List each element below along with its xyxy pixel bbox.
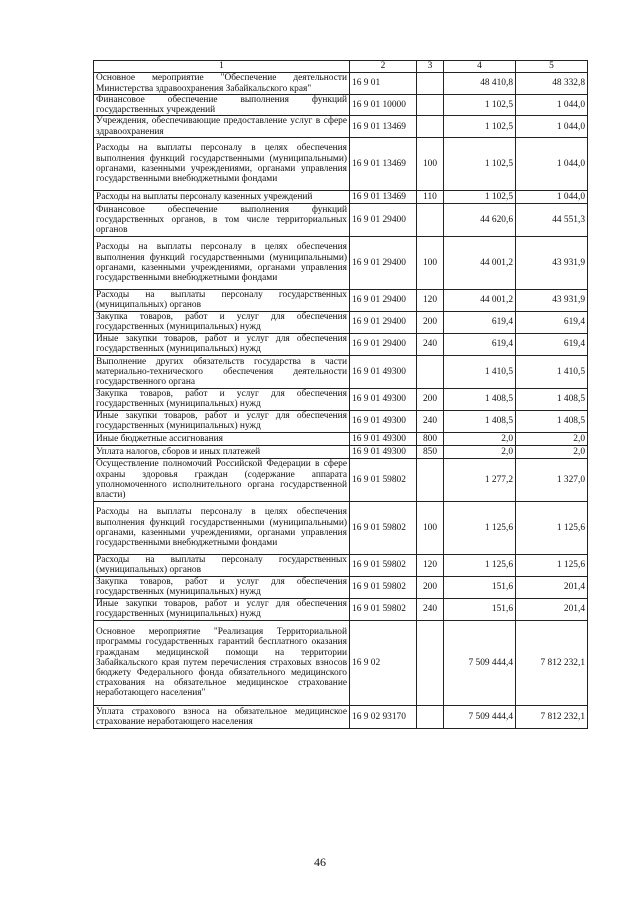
row-name: Учреждения, обеспечивающие предоставление услуг в сфере здравоохранения — [94, 116, 350, 137]
row-expense-type: 800 — [417, 432, 444, 445]
row-code: 16 9 01 49300 — [350, 445, 417, 458]
table-row — [94, 620, 588, 705]
header-col-5: 5 — [516, 61, 588, 73]
table-row — [94, 410, 588, 432]
row-name: Выполнение других обязательств государства в части материально-технического обеспечения деятельности государственного органа — [94, 355, 350, 388]
row-value-col4: 1 277,2 — [444, 458, 516, 501]
row-expense-type: 240 — [417, 333, 444, 355]
row-name: Основное мероприятие "Реализация Территориальной программы государственных гарантий бесплатного оказания гражданам медицинской помощи на территории Забайкальского края путем перечисления страховых взносов бюджету Федерального фонда обязательного медицинского страхования на обязательное медицинское страхование неработающего населения" — [94, 620, 350, 705]
row-code: 16 9 01 49300 — [350, 388, 417, 410]
table-row — [94, 458, 588, 501]
row-code: 16 9 01 13469 — [350, 137, 417, 190]
row-code: 16 9 01 59802 — [350, 576, 417, 598]
row-code: 16 9 01 10000 — [350, 95, 417, 116]
row-value-col5: 1 410,5 — [516, 355, 588, 388]
row-value-col4: 151,6 — [444, 576, 516, 598]
row-name: Иные закупки товаров, работ и услуг для обеспечения государственных (муниципальных) нужд — [94, 333, 350, 355]
row-expense-type: 100 — [417, 236, 444, 289]
row-name: Финансовое обеспечение выполнения функций государственных органов, в том числе территориальных органов — [94, 203, 350, 236]
row-expense-type — [417, 458, 444, 501]
row-value-col5: 201,4 — [516, 576, 588, 598]
row-code: 16 9 02 93170 — [350, 705, 417, 728]
row-value-col4: 1 102,5 — [444, 116, 516, 137]
row-value-col4: 2,0 — [444, 432, 516, 445]
row-expense-type — [417, 620, 444, 705]
row-expense-type: 850 — [417, 445, 444, 458]
row-name: Расходы на выплаты персоналу государственных (муниципальных) органов — [94, 289, 350, 311]
table-row — [94, 355, 588, 388]
table-row — [94, 190, 588, 203]
row-expense-type — [417, 355, 444, 388]
row-code: 16 9 02 — [350, 620, 417, 705]
row-expense-type: 100 — [417, 501, 444, 554]
row-value-col5: 2,0 — [516, 432, 588, 445]
row-name: Расходы на выплаты персоналу в целях обеспечения выполнения функций государственными (муниципальными) органами, казенными учреждениями, органами управления государственными внебюджетными фондами — [94, 501, 350, 554]
table-row — [94, 501, 588, 554]
table-row — [94, 73, 588, 95]
row-value-col5: 43 931,9 — [516, 289, 588, 311]
row-value-col4: 151,6 — [444, 598, 516, 620]
row-value-col4: 619,4 — [444, 311, 516, 333]
table-row — [94, 137, 588, 190]
row-expense-type: 200 — [417, 311, 444, 333]
table-row — [94, 705, 588, 728]
row-name: Иные закупки товаров, работ и услуг для обеспечения государственных (муниципальных) нужд — [94, 410, 350, 432]
row-code: 16 9 01 29400 — [350, 236, 417, 289]
row-code: 16 9 01 59802 — [350, 554, 417, 576]
table-body — [94, 73, 588, 729]
page-number: 46 — [314, 855, 326, 869]
row-expense-type: 100 — [417, 137, 444, 190]
row-code: 16 9 01 13469 — [350, 190, 417, 203]
row-value-col4: 619,4 — [444, 333, 516, 355]
header-col-3: 3 — [417, 61, 444, 73]
row-value-col5: 1 044,0 — [516, 116, 588, 137]
row-name: Уплата налогов, сборов и иных платежей — [94, 445, 350, 458]
row-expense-type — [417, 73, 444, 95]
table-row — [94, 388, 588, 410]
table-row — [94, 236, 588, 289]
row-expense-type: 200 — [417, 576, 444, 598]
row-expense-type — [417, 116, 444, 137]
row-name: Расходы на выплаты персоналу государственных (муниципальных) органов — [94, 554, 350, 576]
row-value-col5: 1 408,5 — [516, 410, 588, 432]
budget-table — [93, 60, 588, 729]
table-row — [94, 116, 588, 137]
header-row — [94, 61, 588, 73]
row-value-col4: 1 408,5 — [444, 388, 516, 410]
row-value-col5: 44 551,3 — [516, 203, 588, 236]
row-value-col4: 44 001,2 — [444, 236, 516, 289]
row-value-col5: 7 812 232,1 — [516, 620, 588, 705]
table-row — [94, 432, 588, 445]
table-row — [94, 289, 588, 311]
row-name: Закупка товаров, работ и услуг для обеспечения государственных (муниципальных) нужд — [94, 576, 350, 598]
row-name: Иные бюджетные ассигнования — [94, 432, 350, 445]
row-value-col4: 1 410,5 — [444, 355, 516, 388]
row-value-col4: 44 001,2 — [444, 289, 516, 311]
table-row — [94, 203, 588, 236]
table-row — [94, 554, 588, 576]
row-expense-type: 120 — [417, 554, 444, 576]
header-col-1: 1 — [94, 61, 350, 73]
row-code: 16 9 01 59802 — [350, 458, 417, 501]
row-value-col5: 2,0 — [516, 445, 588, 458]
row-value-col4: 2,0 — [444, 445, 516, 458]
header-col-2: 2 — [350, 61, 417, 73]
row-name: Расходы на выплаты персоналу в целях обеспечения выполнения функций государственными (муниципальными) органами, казенными учреждениями, органами управления государственными внебюджетными фондами — [94, 236, 350, 289]
table-row — [94, 598, 588, 620]
table-header — [94, 61, 588, 73]
row-name: Основное мероприятие "Обеспечение деятельности Министерства здравоохранения Забайкальского края" — [94, 73, 350, 95]
row-value-col4: 1 102,5 — [444, 95, 516, 116]
row-code: 16 9 01 59802 — [350, 598, 417, 620]
table-row — [94, 333, 588, 355]
row-value-col5: 1 125,6 — [516, 554, 588, 576]
table-row — [94, 445, 588, 458]
row-value-col5: 619,4 — [516, 333, 588, 355]
row-value-col4: 48 410,8 — [444, 73, 516, 95]
row-value-col4: 1 102,5 — [444, 190, 516, 203]
row-value-col4: 1 102,5 — [444, 137, 516, 190]
row-value-col5: 1 044,0 — [516, 190, 588, 203]
row-code: 16 9 01 29400 — [350, 333, 417, 355]
row-code: 16 9 01 49300 — [350, 355, 417, 388]
row-code: 16 9 01 29400 — [350, 203, 417, 236]
row-code: 16 9 01 — [350, 73, 417, 95]
row-value-col4: 7 509 444,4 — [444, 620, 516, 705]
row-value-col5: 43 931,9 — [516, 236, 588, 289]
row-value-col4: 1 408,5 — [444, 410, 516, 432]
row-value-col4: 1 125,6 — [444, 554, 516, 576]
row-code: 16 9 01 49300 — [350, 432, 417, 445]
row-expense-type — [417, 95, 444, 116]
row-name: Осуществление полномочий Российской Федерации в сфере охраны здоровья граждан (содержание аппарата уполномоченного исполнительного органа государственной власти) — [94, 458, 350, 501]
row-name: Расходы на выплаты персоналу казенных учреждений — [94, 190, 350, 203]
row-name: Уплата страхового взноса на обязательное медицинское страхование неработающего населения — [94, 705, 350, 728]
table-row — [94, 95, 588, 116]
table-row — [94, 576, 588, 598]
row-value-col5: 1 044,0 — [516, 137, 588, 190]
row-name: Финансовое обеспечение выполнения функций государственных учреждений — [94, 95, 350, 116]
row-value-col5: 7 812 232,1 — [516, 705, 588, 728]
header-col-4: 4 — [444, 61, 516, 73]
row-expense-type — [417, 705, 444, 728]
row-value-col5: 201,4 — [516, 598, 588, 620]
row-name: Закупка товаров, работ и услуг для обеспечения государственных (муниципальных) нужд — [94, 388, 350, 410]
row-value-col5: 1 327,0 — [516, 458, 588, 501]
row-code: 16 9 01 29400 — [350, 311, 417, 333]
row-value-col5: 619,4 — [516, 311, 588, 333]
row-name: Расходы на выплаты персоналу в целях обеспечения выполнения функций государственными (муниципальными) органами, казенными учреждениями, органами управления государственными внебюджетными фондами — [94, 137, 350, 190]
row-code: 16 9 01 59802 — [350, 501, 417, 554]
row-value-col5: 1 044,0 — [516, 95, 588, 116]
row-expense-type: 240 — [417, 410, 444, 432]
row-value-col5: 1 408,5 — [516, 388, 588, 410]
row-value-col4: 7 509 444,4 — [444, 705, 516, 728]
row-name: Иные закупки товаров, работ и услуг для обеспечения государственных (муниципальных) нужд — [94, 598, 350, 620]
row-expense-type: 120 — [417, 289, 444, 311]
row-code: 16 9 01 49300 — [350, 410, 417, 432]
row-value-col5: 48 332,8 — [516, 73, 588, 95]
row-value-col5: 1 125,6 — [516, 501, 588, 554]
row-expense-type: 110 — [417, 190, 444, 203]
row-expense-type — [417, 203, 444, 236]
row-expense-type: 240 — [417, 598, 444, 620]
row-code: 16 9 01 13469 — [350, 116, 417, 137]
row-name: Закупка товаров, работ и услуг для обеспечения государственных (муниципальных) нужд — [94, 311, 350, 333]
row-value-col4: 44 620,6 — [444, 203, 516, 236]
row-code: 16 9 01 29400 — [350, 289, 417, 311]
table-row — [94, 311, 588, 333]
row-expense-type: 200 — [417, 388, 444, 410]
row-value-col4: 1 125,6 — [444, 501, 516, 554]
